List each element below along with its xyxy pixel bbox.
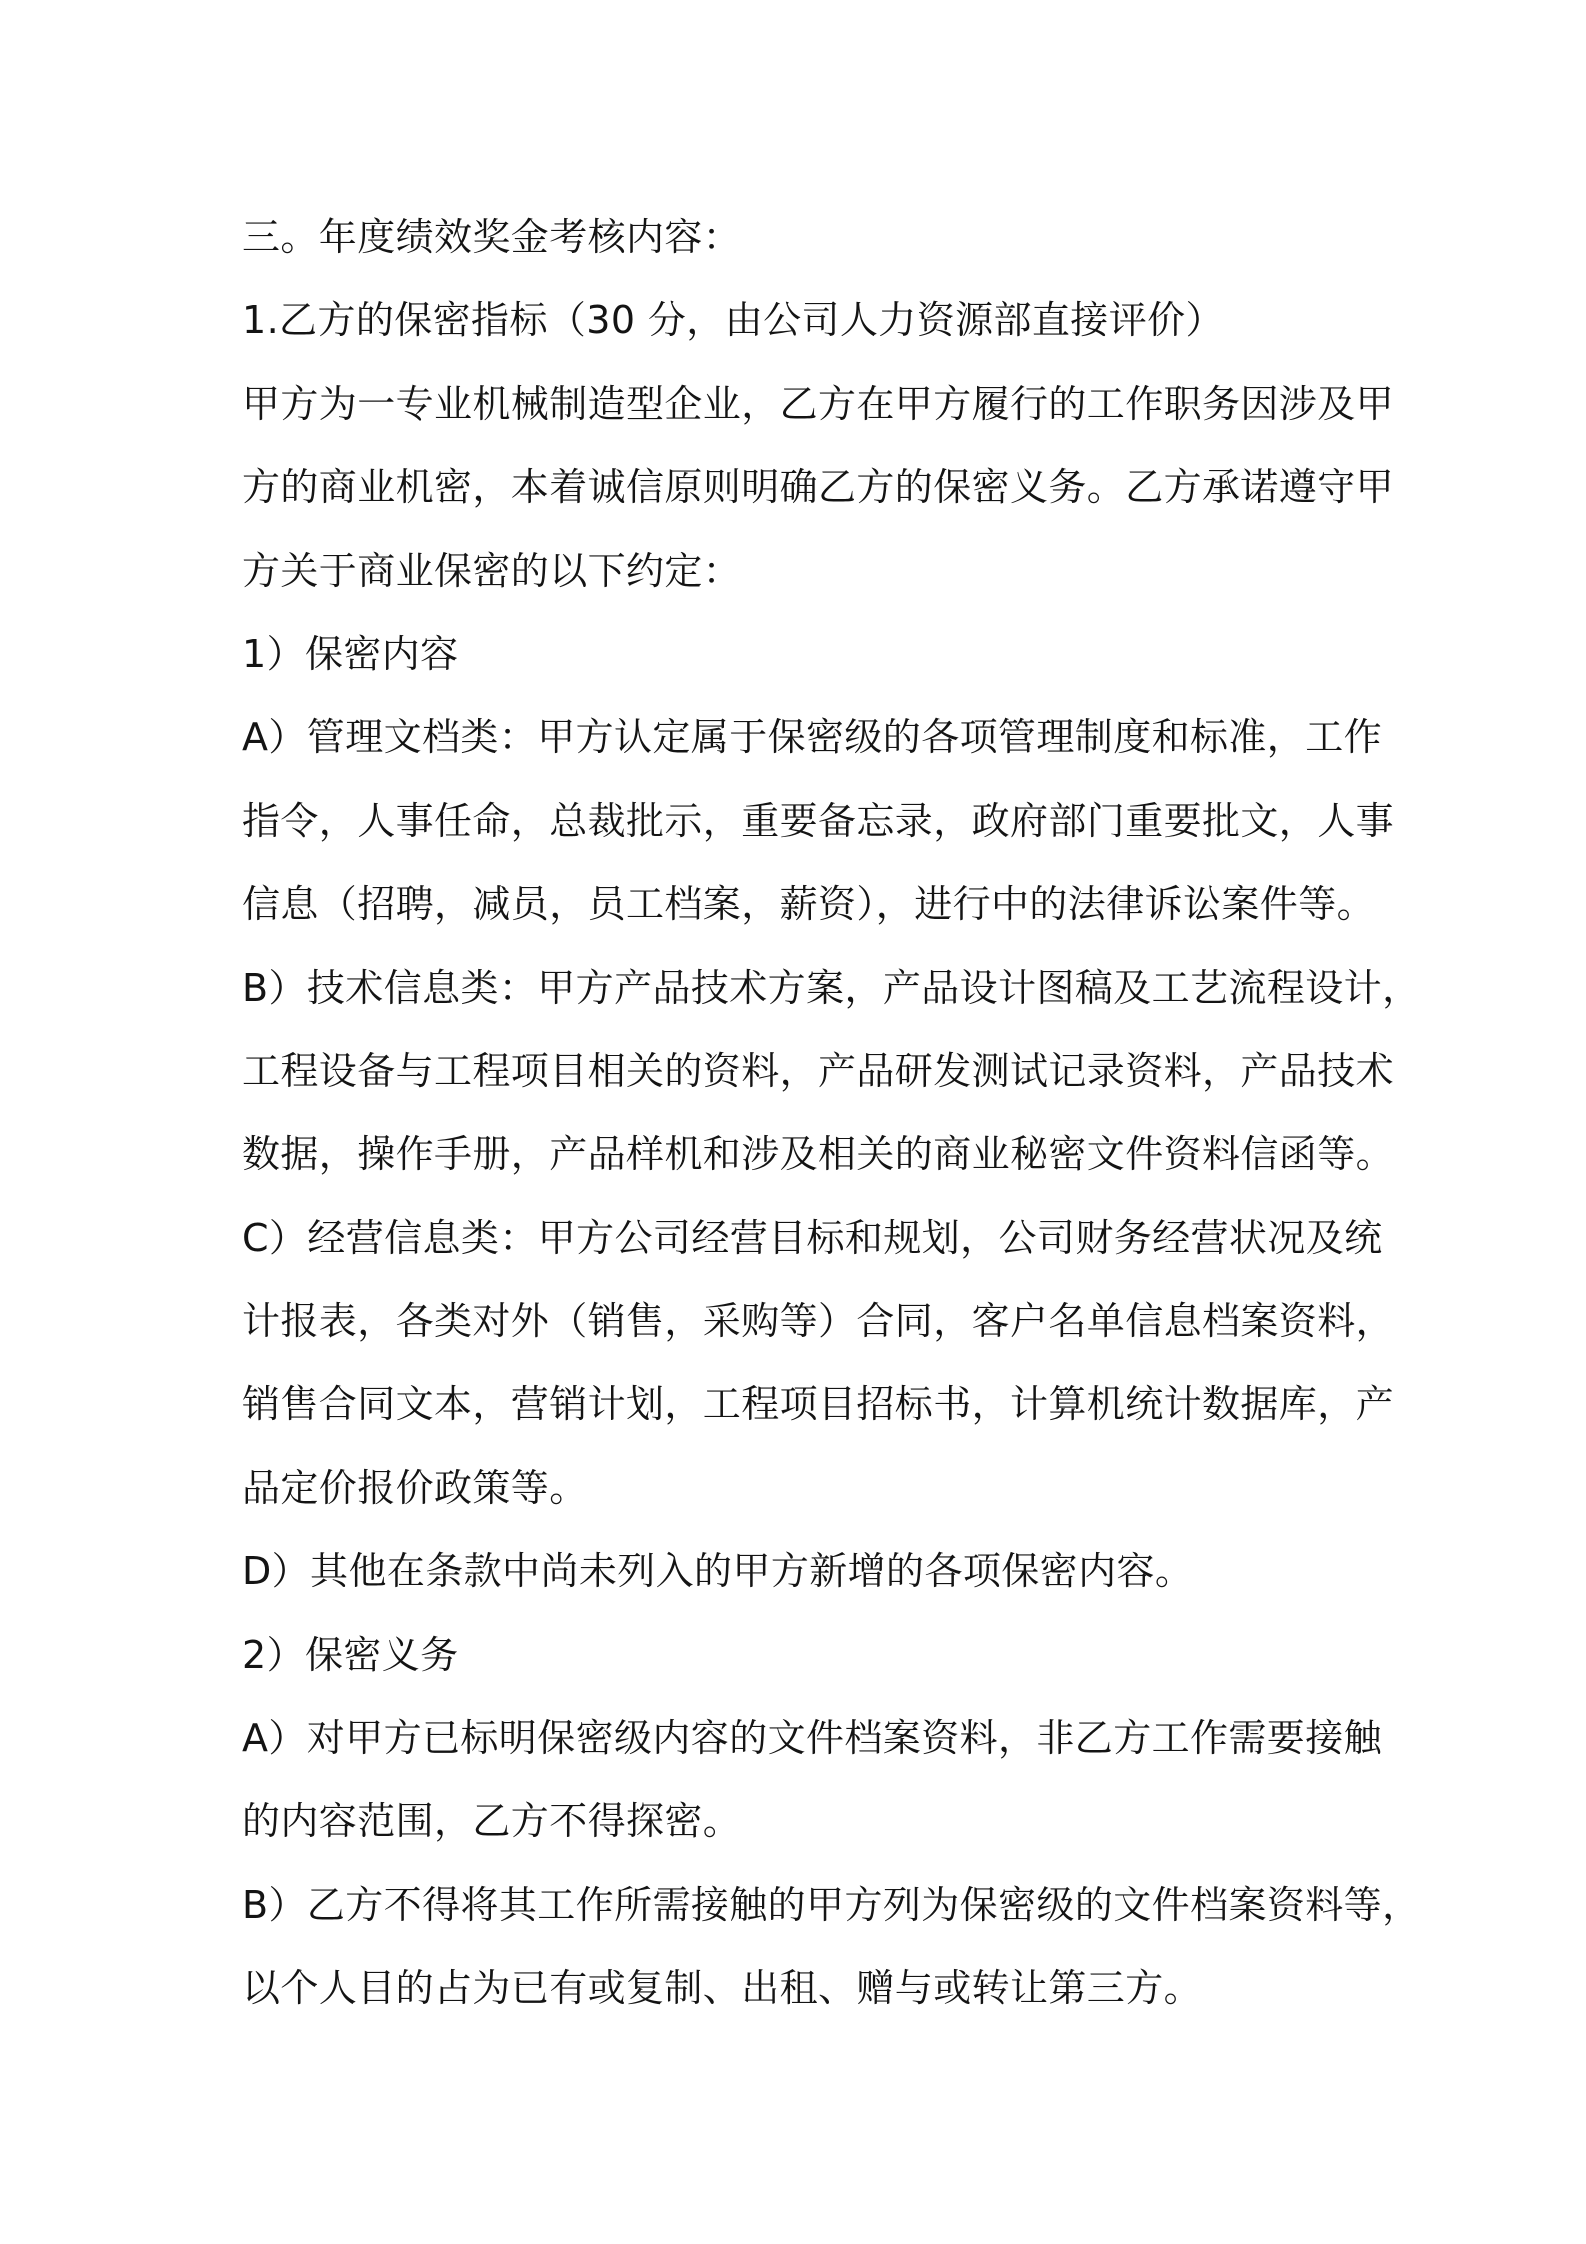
item-technical-information: [242, 947, 1421, 1197]
text-line: 信息（招聘，减员，员工档案，薪资），进行中的法律诉讼案件等。: [242, 882, 1376, 927]
obligation-a: [242, 1697, 1382, 1864]
text-line: 三。年度绩效奖金考核内容：: [242, 215, 742, 259]
text-line: 1.乙方的保密指标（30 分，由公司人力资源部直接评价）: [242, 298, 1224, 343]
text-line: 计报表，各类对外（销售，采购等）合同，客户名单信息档案资料，: [242, 1299, 1395, 1344]
text-line: 的内容范围，乙方不得探密。: [242, 1799, 742, 1844]
section-heading: [242, 196, 1362, 279]
text-line: 甲方为一专业机械制造型企业，乙方在甲方履行的工作职务因涉及甲: [242, 381, 1395, 426]
text-line: B）技术信息类：甲方产品技术方案，产品设计图稿及工艺流程设计，: [242, 965, 1421, 1010]
text-line: 1）保密内容: [242, 631, 459, 676]
subheading-confidential-content: [242, 613, 1362, 696]
text-line: 指令，人事任命，总裁批示，重要备忘录，政府部门重要批文，人事: [242, 798, 1395, 843]
text-line: A）对甲方已标明保密级内容的文件档案资料，非乙方工作需要接触: [242, 1716, 1382, 1761]
text-line: 工程设备与工程项目相关的资料，产品研发测试记录资料，产品技术: [242, 1048, 1395, 1093]
item-other-content: [242, 1530, 1362, 1613]
text-line: 以个人目的占为已有或复制、出租、赠与或转让第三方。: [242, 1966, 1203, 2011]
item-business-information: [242, 1197, 1395, 1531]
text-line: D）其他在条款中尚未列入的甲方新增的各项保密内容。: [242, 1549, 1194, 1594]
intro-paragraph: [242, 363, 1395, 613]
text-line: B）乙方不得将其工作所需接触的甲方列为保密级的文件档案资料等，: [242, 1882, 1421, 1927]
document-body: [242, 196, 1421, 2031]
text-line: 方关于商业保密的以下约定：: [242, 548, 742, 593]
text-line: 方的商业机密，本着诚信原则明确乙方的保密义务。乙方承诺遵守甲: [242, 465, 1395, 510]
text-line: 销售合同文本，营销计划，工程项目招标书，计算机统计数据库，产: [242, 1382, 1395, 1427]
subheading-confidentiality-obligations: [242, 1614, 1362, 1697]
confidentiality-indicator-heading: [242, 279, 1362, 362]
text-line: C）经营信息类：甲方公司经营目标和规划，公司财务经营状况及统: [242, 1215, 1383, 1260]
text-line: A）管理文档类：甲方认定属于保密级的各项管理制度和标准，工作: [242, 715, 1382, 760]
text-line: 品定价报价政策等。: [242, 1465, 588, 1510]
text-line: 2）保密义务: [242, 1632, 459, 1677]
text-line: 数据，操作手册，产品样机和涉及相关的商业秘密文件资料信函等。: [242, 1132, 1395, 1177]
item-management-documents: [242, 696, 1395, 946]
obligation-b: [242, 1864, 1421, 2031]
